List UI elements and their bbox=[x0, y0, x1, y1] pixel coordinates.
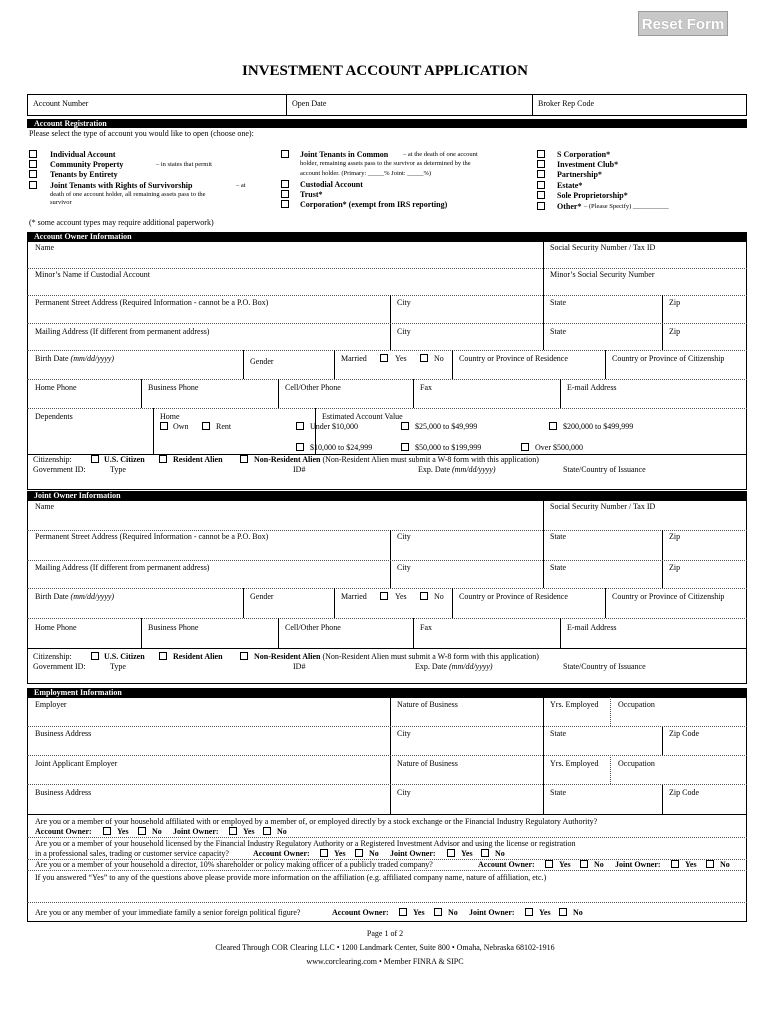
q2-owner-yes-checkbox[interactable] bbox=[320, 849, 328, 857]
joint-us-citizen-label: U.S. Citizen bbox=[104, 652, 145, 661]
joint-owner-header: Joint Owner Information bbox=[27, 491, 747, 500]
married-no-label: No bbox=[434, 354, 444, 363]
joint-residence-label: Country or Province of Residence bbox=[459, 592, 568, 601]
perm-state-label: State bbox=[550, 298, 566, 307]
citizenship-label: Citizenship: bbox=[33, 455, 72, 464]
owner-ssn-label: Social Security Number / Tax ID bbox=[550, 243, 656, 252]
estate-checkbox[interactable] bbox=[537, 181, 545, 189]
question-5: Are you or any member of your immediate family a senior foreign political figure? bbox=[35, 908, 301, 917]
investment-club-checkbox[interactable] bbox=[537, 160, 545, 168]
q3-joint-no-checkbox[interactable] bbox=[706, 860, 714, 868]
jtwros-note-3: survivor bbox=[50, 199, 72, 206]
q2-joint-no-checkbox[interactable] bbox=[481, 849, 489, 857]
q1-owner-yes-label: Yes bbox=[117, 827, 129, 836]
perm-city-label: City bbox=[397, 298, 411, 307]
sole-prop-checkbox[interactable] bbox=[537, 191, 545, 199]
q5-joint-yes-label: Yes bbox=[539, 908, 551, 917]
q1-account-owner-label: Account Owner: bbox=[35, 827, 92, 836]
value-under-10k-checkbox[interactable] bbox=[296, 422, 304, 430]
gov-id-number-label: ID# bbox=[293, 465, 306, 474]
resident-alien-label: Resident Alien bbox=[173, 455, 223, 464]
community-property-label: Community Property bbox=[50, 160, 124, 169]
question-1: Are you or a member of your household affiliated with or employed by a member of, or employed directly by a stock exchange or the Financial Industry Regulatory Authority? bbox=[35, 817, 598, 826]
question-4: If you answered “Yes” to any of the questions above please provide more information on the affiliation (e.g. affiliated company name, nature of affiliation, etc.) bbox=[35, 873, 547, 882]
partnership-label: Partnership* bbox=[557, 170, 602, 179]
jtic-label: Joint Tenants in Common bbox=[300, 150, 389, 159]
q1-joint-yes-label: Yes bbox=[243, 827, 255, 836]
mail-address-label: Mailing Address (If different from permanent address) bbox=[35, 327, 210, 336]
q5-joint-no-checkbox[interactable] bbox=[559, 908, 567, 916]
open-date-label: Open Date bbox=[292, 99, 327, 108]
q2-owner-no-checkbox[interactable] bbox=[355, 849, 363, 857]
fax-label: Fax bbox=[420, 383, 432, 392]
q1-joint-no-checkbox[interactable] bbox=[263, 827, 271, 835]
jtic-note-3: account holder. (Primary: _____% Joint: _____%) bbox=[300, 170, 432, 177]
gender-label: Gender bbox=[250, 357, 274, 366]
q3-account-owner-label: Account Owner: bbox=[478, 860, 535, 869]
birth-date-label: Birth Date (mm/dd/yyyy) bbox=[35, 354, 115, 363]
joint-business-zip-label: Zip Code bbox=[669, 788, 699, 797]
question-3: Are you or a member of your household a director, 10% shareholder or policy making officer of a publicly traded company? bbox=[35, 860, 433, 869]
top-info-row bbox=[27, 94, 747, 116]
joint-us-citizen-checkbox[interactable] bbox=[91, 652, 99, 660]
married-no-checkbox[interactable] bbox=[420, 354, 428, 362]
jtwros-note-2: death of one account holder, all remaining assets pass to the bbox=[50, 191, 206, 198]
joint-exp-date-label: Exp. Date (mm/dd/yyyy) bbox=[415, 662, 493, 671]
issuance-label: State/Country of Issuance bbox=[563, 465, 646, 474]
sole-prop-label: Sole Proprietorship* bbox=[557, 191, 628, 200]
corporation-checkbox[interactable] bbox=[281, 200, 289, 208]
q5-owner-no-label: No bbox=[448, 908, 458, 917]
q1-joint-yes-checkbox[interactable] bbox=[229, 827, 237, 835]
jtic-note-2: holder, remaining assets pass to the survivor as determined by the bbox=[300, 160, 471, 167]
other-checkbox[interactable] bbox=[537, 202, 545, 210]
employment-header: Employment Information bbox=[27, 688, 747, 697]
joint-email-label: E-mail Address bbox=[567, 623, 617, 632]
q1-owner-yes-checkbox[interactable] bbox=[103, 827, 111, 835]
q2-joint-yes-checkbox[interactable] bbox=[447, 849, 455, 857]
nature-business-label: Nature of Business bbox=[397, 700, 458, 709]
married-yes-label: Yes bbox=[395, 354, 407, 363]
q1-owner-no-label: No bbox=[152, 827, 162, 836]
perm-address-label: Permanent Street Address (Required Information - cannot be a P.O. Box) bbox=[35, 298, 269, 307]
business-city-label: City bbox=[397, 729, 411, 738]
question-2: Are you or a member of your household licensed by the Financial Industry Regulatory Authority or a Registered Investment Advisor and using the license or registration bbox=[35, 839, 576, 848]
jtwros-label: Joint Tenants with Rights of Survivorship bbox=[50, 181, 193, 190]
q3-joint-no-label: No bbox=[720, 860, 730, 869]
q2-account-owner-label: Account Owner: bbox=[253, 849, 310, 858]
joint-business-state-label: State bbox=[550, 788, 566, 797]
q1-joint-no-label: No bbox=[277, 827, 287, 836]
married-yes-checkbox[interactable] bbox=[380, 354, 388, 362]
business-state-label: State bbox=[550, 729, 566, 738]
value-over-500k-checkbox[interactable] bbox=[521, 443, 529, 451]
s-corp-label: S Corporation* bbox=[557, 150, 611, 159]
dependents-label: Dependents bbox=[35, 412, 73, 421]
q3-owner-yes-label: Yes bbox=[559, 860, 571, 869]
perm-zip-label: Zip bbox=[669, 298, 681, 307]
account-number-label: Account Number bbox=[33, 99, 89, 108]
home-own-checkbox[interactable] bbox=[160, 422, 168, 430]
registration-instruction: Please select the type of account you would like to open (choose one): bbox=[29, 129, 254, 138]
home-rent-checkbox[interactable] bbox=[202, 422, 210, 430]
value-50k-checkbox[interactable] bbox=[401, 443, 409, 451]
q5-joint-no-label: No bbox=[573, 908, 583, 917]
investment-club-label: Investment Club* bbox=[557, 160, 619, 169]
joint-name-label: Name bbox=[35, 502, 55, 511]
joint-married-yes-label: Yes bbox=[395, 592, 407, 601]
joint-mail-city-label: City bbox=[397, 563, 411, 572]
footer-website: www.corclearing.com • Member FINRA & SIPC bbox=[306, 957, 464, 966]
joint-mail-address-label: Mailing Address (If different from permanent address) bbox=[35, 563, 210, 572]
employer-label: Employer bbox=[35, 700, 67, 709]
individual-checkbox[interactable] bbox=[29, 150, 37, 158]
joint-citizenship-country-label: Country or Province of Citizenship bbox=[612, 592, 725, 601]
value-200k-checkbox[interactable] bbox=[549, 422, 557, 430]
value-25k-checkbox[interactable] bbox=[401, 422, 409, 430]
q5-account-owner-label: Account Owner: bbox=[332, 908, 389, 917]
joint-perm-zip-label: Zip bbox=[669, 532, 681, 541]
account-owner-header: Account Owner Information bbox=[27, 232, 747, 241]
joint-married-no-label: No bbox=[434, 592, 444, 601]
mail-zip-label: Zip bbox=[669, 327, 681, 336]
joint-ssn-label: Social Security Number / Tax ID bbox=[550, 502, 656, 511]
reset-form-button[interactable]: Reset Form bbox=[638, 11, 728, 36]
joint-issuance-label: State/Country of Issuance bbox=[563, 662, 646, 671]
joint-business-city-label: City bbox=[397, 788, 411, 797]
home-rent-label: Rent bbox=[216, 422, 232, 431]
q1-joint-owner-label: Joint Owner: bbox=[173, 827, 219, 836]
joint-business-phone-label: Business Phone bbox=[148, 623, 199, 632]
mail-city-label: City bbox=[397, 327, 411, 336]
joint-gender-label: Gender bbox=[250, 592, 274, 601]
joint-gov-id-number-label: ID# bbox=[293, 662, 306, 671]
trust-label: Trust* bbox=[300, 190, 323, 199]
gov-id-type-label: Type bbox=[110, 465, 126, 474]
minor-ssn-label: Minor’s Social Security Number bbox=[550, 270, 655, 279]
jtwros-checkbox[interactable] bbox=[29, 181, 37, 189]
partnership-checkbox[interactable] bbox=[537, 170, 545, 178]
account-registration-header: Account Registration bbox=[27, 119, 747, 128]
joint-fax-label: Fax bbox=[420, 623, 432, 632]
residence-label: Country or Province of Residence bbox=[459, 354, 568, 363]
married-label: Married bbox=[341, 354, 367, 363]
q2-joint-yes-label: Yes bbox=[461, 849, 473, 858]
joint-married-label: Married bbox=[341, 592, 367, 601]
footer-address: Cleared Through COR Clearing LLC • 1200 Landmark Center, Suite 800 • Omaha, Nebraska 68102-1916 bbox=[215, 943, 555, 952]
s-corp-checkbox[interactable] bbox=[537, 150, 545, 158]
other-note: – (Please Specify) ___________ bbox=[584, 203, 669, 210]
email-label: E-mail Address bbox=[567, 383, 617, 392]
joint-cell-phone-label: Cell/Other Phone bbox=[285, 623, 341, 632]
joint-occupation-label: Occupation bbox=[618, 759, 655, 768]
other-label: Other* bbox=[557, 202, 582, 211]
joint-nonresident-alien-checkbox[interactable] bbox=[240, 652, 248, 660]
joint-married-yes-checkbox[interactable] bbox=[380, 592, 388, 600]
value-50k-label: $50,000 to $199,999 bbox=[415, 443, 482, 452]
registration-footnote: (* some account types may require additional paperwork) bbox=[29, 218, 214, 227]
q1-owner-no-checkbox[interactable] bbox=[138, 827, 146, 835]
q3-joint-yes-label: Yes bbox=[685, 860, 697, 869]
tenants-entirety-checkbox[interactable] bbox=[29, 170, 37, 178]
q5-owner-yes-checkbox[interactable] bbox=[399, 908, 407, 916]
nonresident-alien-checkbox[interactable] bbox=[240, 455, 248, 463]
jtic-checkbox[interactable] bbox=[281, 150, 289, 158]
joint-mail-state-label: State bbox=[550, 563, 566, 572]
cell-phone-label: Cell/Other Phone bbox=[285, 383, 341, 392]
q5-joint-yes-checkbox[interactable] bbox=[525, 908, 533, 916]
joint-mail-zip-label: Zip bbox=[669, 563, 681, 572]
q5-joint-owner-label: Joint Owner: bbox=[469, 908, 515, 917]
q2-joint-owner-label: Joint Owner: bbox=[390, 849, 436, 858]
est-value-label: Estimated Account Value bbox=[322, 412, 403, 421]
home-phone-label: Home Phone bbox=[35, 383, 77, 392]
joint-perm-state-label: State bbox=[550, 532, 566, 541]
owner-name-label: Name bbox=[35, 243, 55, 252]
q2-owner-no-label: No bbox=[369, 849, 379, 858]
value-25k-label: $25,000 to $49,999 bbox=[415, 422, 478, 431]
joint-employer-label: Joint Applicant Employer bbox=[35, 759, 118, 768]
q2-owner-yes-label: Yes bbox=[334, 849, 346, 858]
joint-home-phone-label: Home Phone bbox=[35, 623, 77, 632]
community-property-checkbox[interactable] bbox=[29, 160, 37, 168]
joint-birth-date-label: Birth Date (mm/dd/yyyy) bbox=[35, 592, 115, 601]
joint-resident-alien-label: Resident Alien bbox=[173, 652, 223, 661]
yrs-employed-label: Yrs. Employed bbox=[550, 700, 599, 709]
gov-id-label: Government ID: bbox=[33, 465, 86, 474]
form-title: INVESTMENT ACCOUNT APPLICATION bbox=[242, 63, 528, 79]
custodial-checkbox[interactable] bbox=[281, 180, 289, 188]
value-10k-label: $10,000 to $24,999 bbox=[310, 443, 373, 452]
jtic-note-1: – at the death of one account bbox=[403, 151, 478, 158]
joint-perm-address-label: Permanent Street Address (Required Information - cannot be a P.O. Box) bbox=[35, 532, 269, 541]
joint-gov-id-label: Government ID: bbox=[33, 662, 86, 671]
trust-checkbox[interactable] bbox=[281, 190, 289, 198]
value-10k-checkbox[interactable] bbox=[296, 443, 304, 451]
q5-owner-yes-label: Yes bbox=[413, 908, 425, 917]
business-zip-label: Zip Code bbox=[669, 729, 699, 738]
citizenship-country-label: Country or Province of Citizenship bbox=[612, 354, 725, 363]
home-label: Home bbox=[160, 412, 180, 421]
nonresident-alien-label: Non-Resident Alien (Non-Resident Alien must submit a W-8 form with this application) bbox=[254, 455, 539, 464]
page-number: Page 1 of 2 bbox=[366, 929, 404, 938]
joint-gov-id-type-label: Type bbox=[110, 662, 126, 671]
employment-section bbox=[27, 697, 747, 922]
q3-owner-no-label: No bbox=[594, 860, 604, 869]
value-200k-label: $200,000 to $499,999 bbox=[563, 422, 634, 431]
business-address-label: Business Address bbox=[35, 729, 92, 738]
joint-business-address-label: Business Address bbox=[35, 788, 92, 797]
business-phone-label: Business Phone bbox=[148, 383, 199, 392]
mail-state-label: State bbox=[550, 327, 566, 336]
q2-joint-no-label: No bbox=[495, 849, 505, 858]
joint-yrs-employed-label: Yrs. Employed bbox=[550, 759, 599, 768]
joint-nature-business-label: Nature of Business bbox=[397, 759, 458, 768]
home-own-label: Own bbox=[173, 422, 189, 431]
community-property-note: – in states that permit bbox=[156, 161, 212, 168]
individual-label: Individual Account bbox=[50, 150, 116, 159]
us-citizen-checkbox[interactable] bbox=[91, 455, 99, 463]
broker-rep-code-label: Broker Rep Code bbox=[538, 99, 594, 108]
us-citizen-label: U.S. Citizen bbox=[104, 455, 145, 464]
joint-married-no-checkbox[interactable] bbox=[420, 592, 428, 600]
joint-citizenship-label: Citizenship: bbox=[33, 652, 72, 661]
exp-date-label: Exp. Date (mm/dd/yyyy) bbox=[418, 465, 496, 474]
custodial-label: Custodial Account bbox=[300, 180, 363, 189]
minor-name-label: Minor’s Name if Custodial Account bbox=[35, 270, 150, 279]
q3-joint-yes-checkbox[interactable] bbox=[671, 860, 679, 868]
occupation-label: Occupation bbox=[618, 700, 655, 709]
tenants-entirety-label: Tenants by Entirety bbox=[50, 170, 118, 179]
q3-owner-yes-checkbox[interactable] bbox=[545, 860, 553, 868]
q3-owner-no-checkbox[interactable] bbox=[580, 860, 588, 868]
q5-owner-no-checkbox[interactable] bbox=[434, 908, 442, 916]
joint-resident-alien-checkbox[interactable] bbox=[159, 652, 167, 660]
resident-alien-checkbox[interactable] bbox=[159, 455, 167, 463]
jtwros-note: – at bbox=[236, 182, 246, 189]
value-over-500k-label: Over $500,000 bbox=[535, 443, 583, 452]
q3-joint-owner-label: Joint Owner: bbox=[615, 860, 661, 869]
corporation-label: Corporation* (exempt from IRS reporting) bbox=[300, 200, 448, 209]
joint-perm-city-label: City bbox=[397, 532, 411, 541]
estate-label: Estate* bbox=[557, 181, 583, 190]
joint-nonresident-alien-label: Non-Resident Alien (Non-Resident Alien must submit a W-8 form with this application) bbox=[254, 652, 539, 661]
question-2-cont: in a professional sales, trading or customer service capacity? bbox=[35, 849, 229, 858]
value-under-10k-label: Under $10,000 bbox=[310, 422, 358, 431]
